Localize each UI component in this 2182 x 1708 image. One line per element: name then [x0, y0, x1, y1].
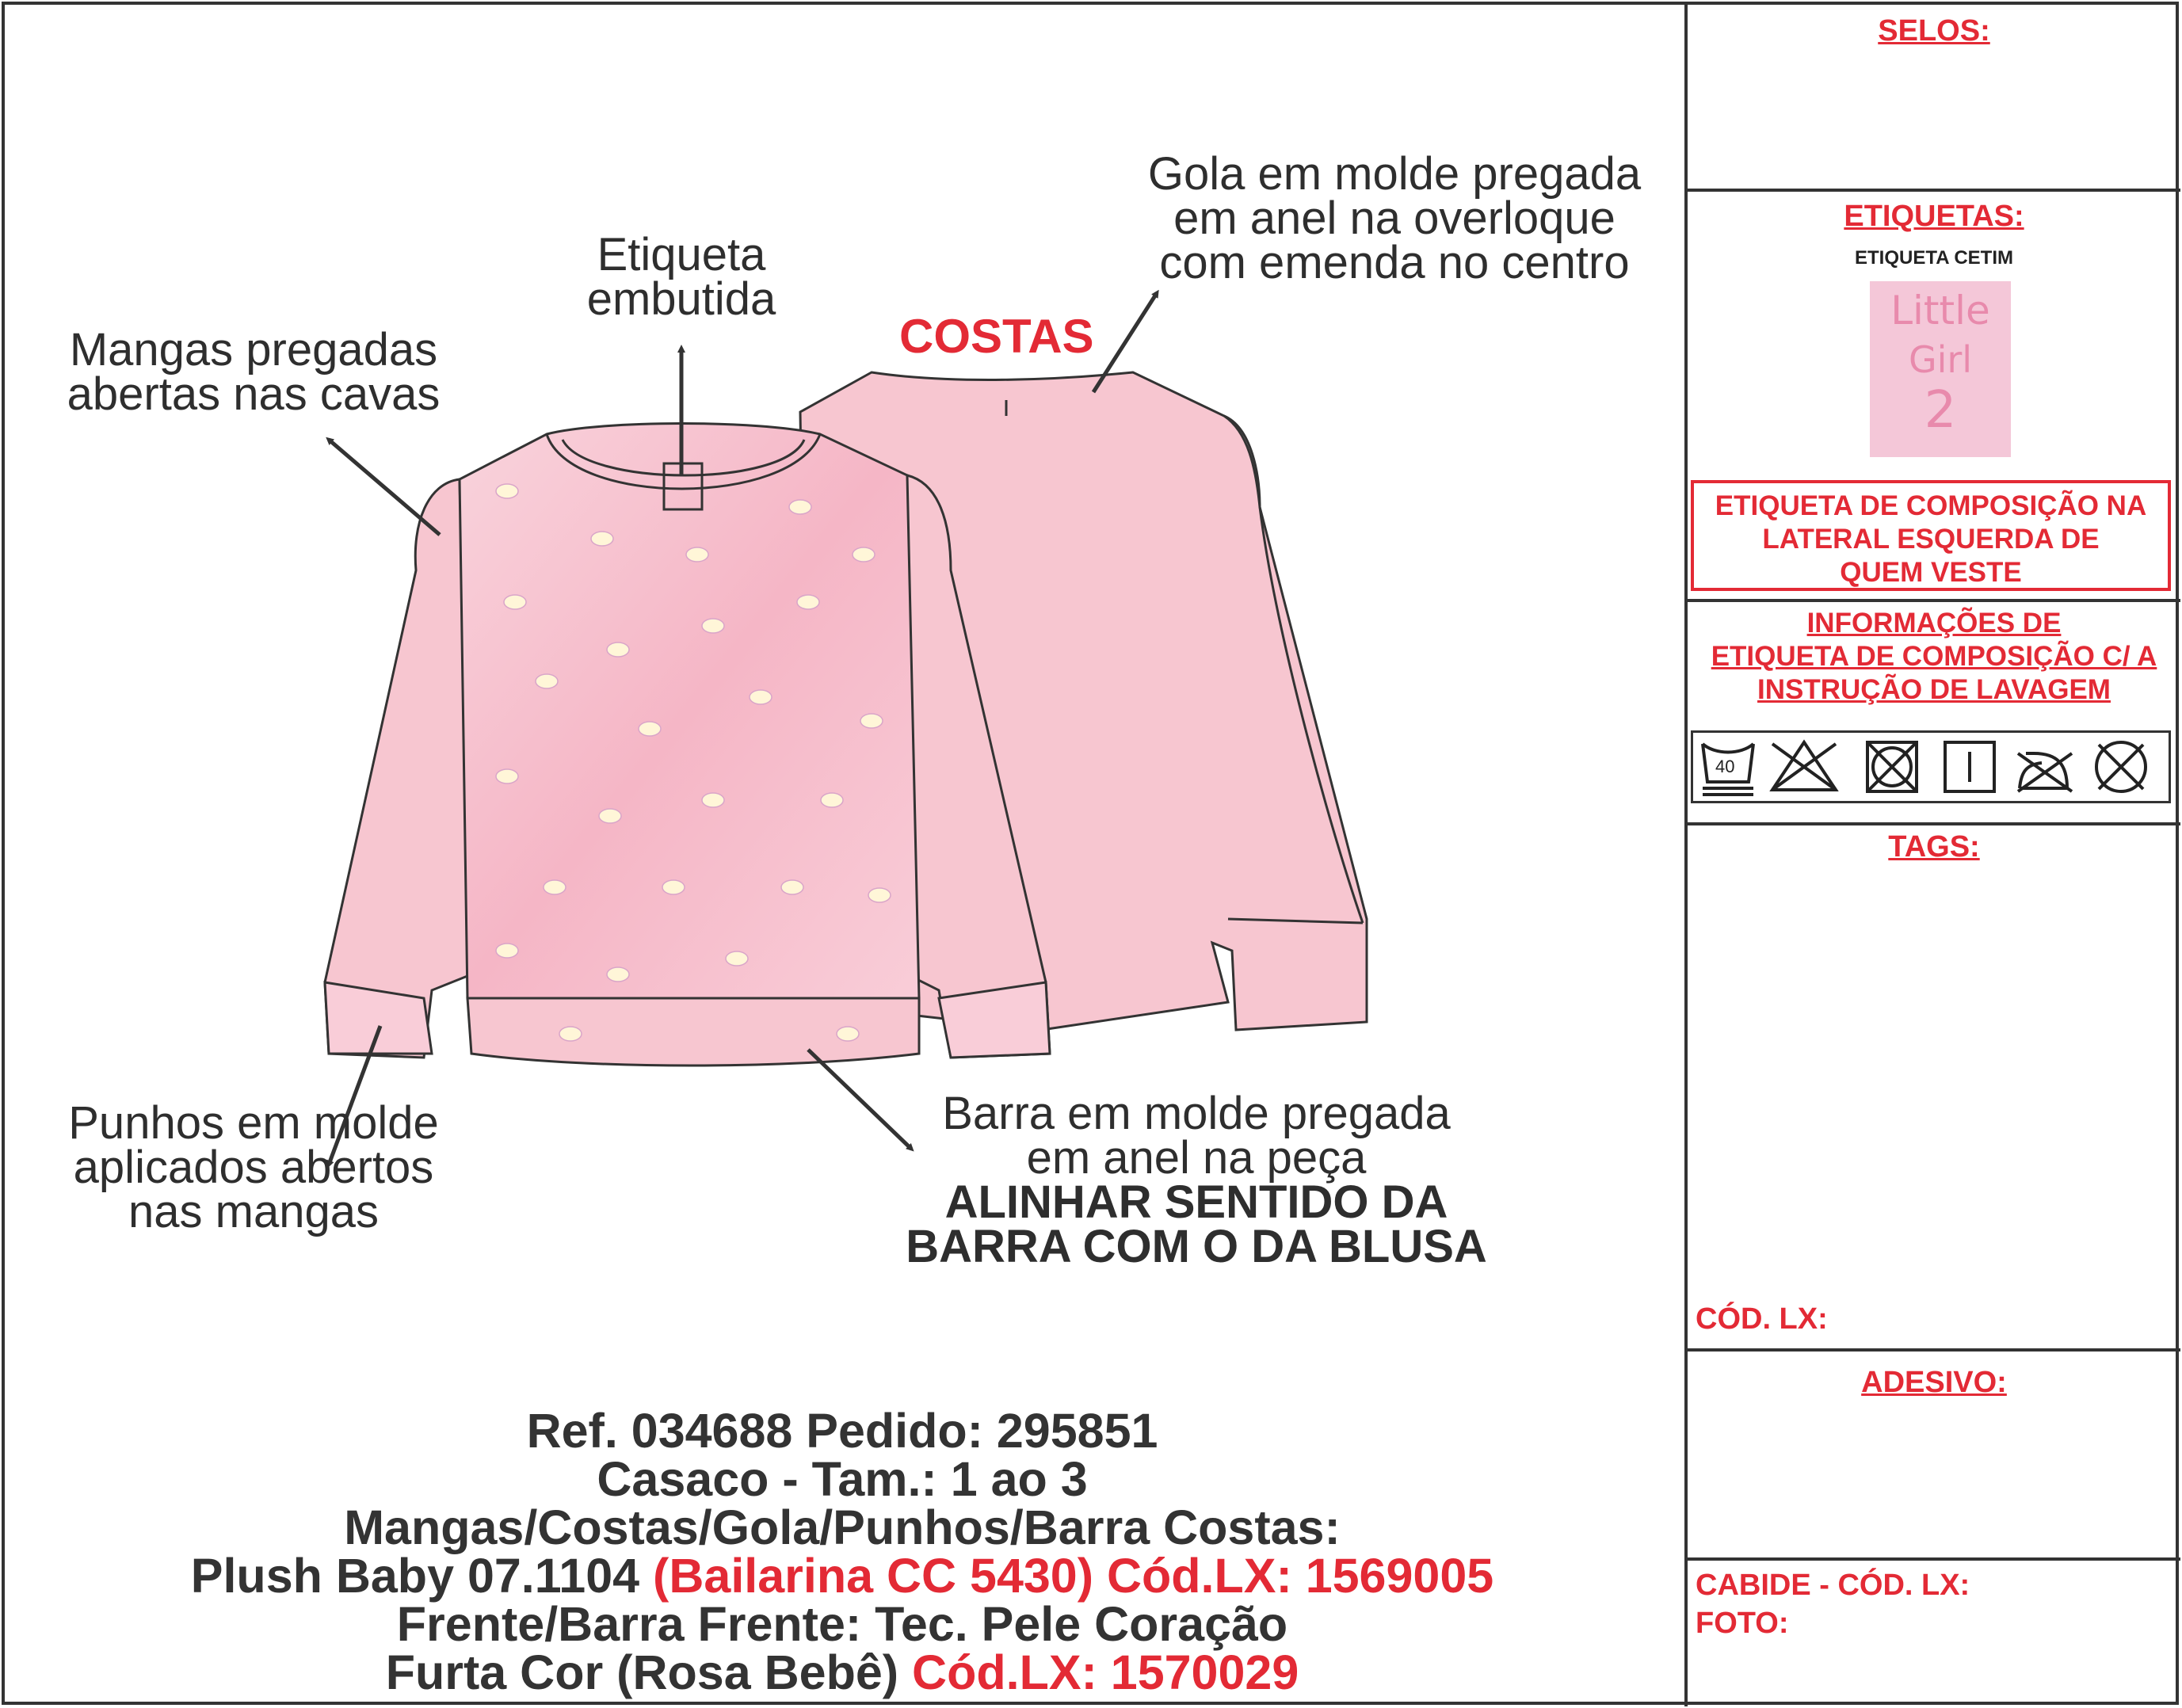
- tags-title: TAGS:: [1888, 830, 1980, 864]
- hem-note: Barra em molde pregada em anel na peça ALINHAR SENTIDO DA BARRA COM O DA BLUSA: [906, 1088, 1487, 1272]
- front-view: [325, 424, 1050, 1066]
- fabric-parts-line: Mangas/Costas/Gola/Punhos/Barra Costas:: [344, 1500, 1341, 1554]
- tags-code-label: CÓD. LX:: [1696, 1302, 1828, 1336]
- do-not-iron-icon: [2018, 753, 2072, 791]
- collar-note: Gola em molde pregada em anel na overloque com emenda no centro: [1147, 148, 1642, 288]
- care-symbols-box: [1691, 730, 2171, 803]
- satin-label-caption: ETIQUETA CETIM: [1855, 247, 2013, 269]
- photo-label: FOTO:: [1696, 1607, 1789, 1640]
- do-not-tumble-dry-icon: [1867, 742, 1917, 791]
- hanger-code-label: CABIDE - CÓD. LX:: [1696, 1569, 1970, 1602]
- fabric-1-line: Plush Baby 07.1104 (Bailarina CC 5430) Cód.LX: 1569005: [190, 1549, 1494, 1603]
- care-info-title: INFORMAÇÕES DE ETIQUETA DE COMPOSIÇÃO C/ A INSTRUÇÃO DE LAVAGEM: [1711, 608, 2157, 705]
- labels-title: ETIQUETAS:: [1844, 200, 2024, 233]
- sleeves-note: Mangas pregadas abertas nas cavas: [67, 324, 441, 420]
- do-not-bleach-icon: [1772, 742, 1836, 790]
- composition-label-notice: ETIQUETA DE COMPOSIÇÃO NA LATERAL ESQUERDA DE QUEM VESTE: [1691, 480, 2171, 591]
- sticker-title: ADESIVO:: [1861, 1366, 2007, 1399]
- back-view-title: COSTAS: [899, 310, 1094, 363]
- line-dry-icon: [1945, 742, 1994, 791]
- section-divider: [1684, 1348, 2180, 1352]
- label-note: Etiqueta embutida: [586, 229, 776, 325]
- front-fabric-line: Frente/Barra Frente: Tec. Pele Coração: [396, 1597, 1288, 1651]
- section-divider: [1684, 822, 2180, 825]
- seals-title: SELOS:: [1878, 14, 1990, 48]
- do-not-dry-clean-icon: [2096, 742, 2146, 791]
- wash-40-icon: [1703, 744, 1753, 795]
- fabric-2-line: Furta Cor (Rosa Bebê) Cód.LX: 1570029: [385, 1645, 1299, 1699]
- cuffs-note: Punhos em molde aplicados abertos nas mangas: [68, 1097, 439, 1237]
- section-divider: [1684, 599, 2180, 602]
- care-symbols: [1693, 733, 2169, 801]
- section-divider: [1684, 189, 2180, 192]
- svg-text:40: 40: [1715, 757, 1735, 776]
- product-line: Casaco - Tam.: 1 ao 3: [597, 1452, 1088, 1506]
- brand-label-image: Little Girl 2: [1870, 281, 2011, 457]
- section-divider: [1684, 1557, 2180, 1561]
- reference-line: Ref. 034688 Pedido: 295851: [526, 1404, 1158, 1458]
